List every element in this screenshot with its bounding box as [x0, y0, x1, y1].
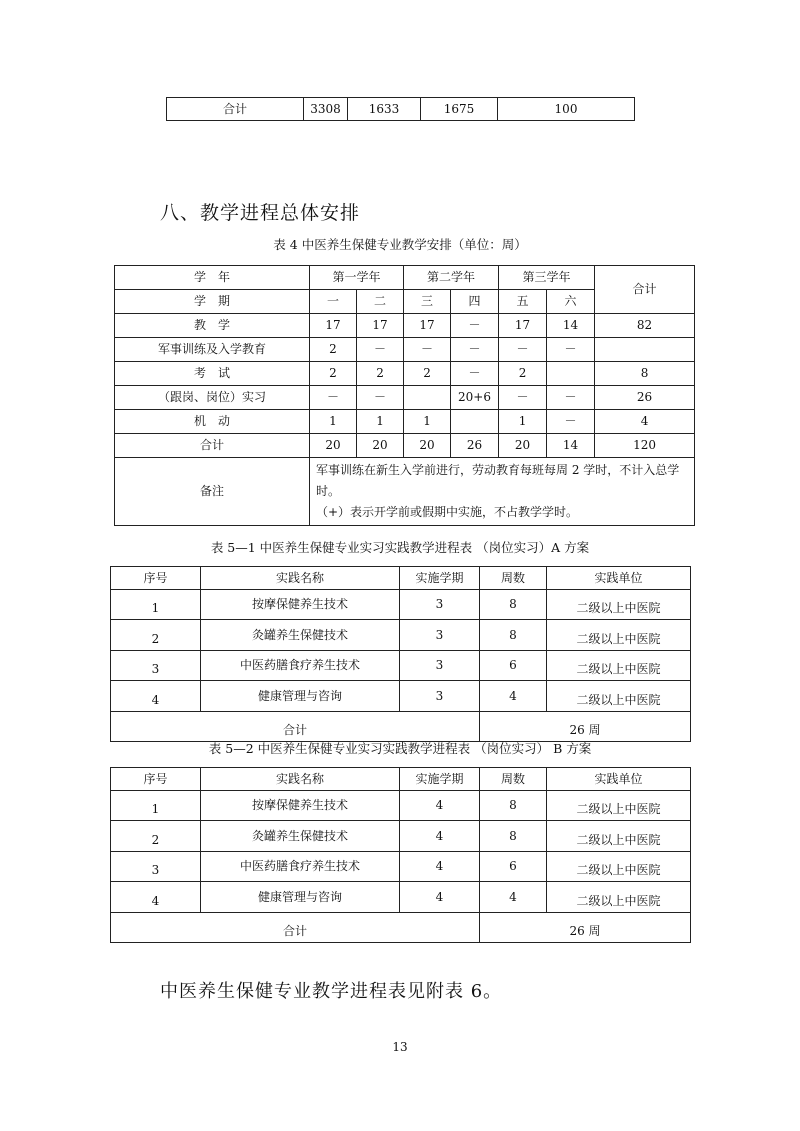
- table-cell: [404, 386, 451, 410]
- row-total: [595, 338, 695, 362]
- table-cell: 2: [310, 362, 357, 386]
- term-header: 学 期: [115, 290, 310, 314]
- table-row: [111, 620, 691, 651]
- row-total: 8: [595, 362, 695, 386]
- table-cell: 14: [547, 314, 595, 338]
- term-cell: 一: [310, 290, 357, 314]
- row-label: 军事训练及入学教育: [115, 338, 310, 362]
- summary-total-value: 1675: [421, 98, 498, 121]
- table-cell: 4: [400, 790, 480, 821]
- section-heading: 八、教学进程总体安排: [160, 202, 361, 224]
- closing-sentence: 中医养生保健专业教学进程表见附表 6。: [160, 981, 503, 1002]
- table-cell: 二级以上中医院: [547, 620, 691, 651]
- table4-row: [115, 314, 695, 338]
- table5-1-caption: 表 5—1 中医养生保健专业实习实践教学进程表 （岗位实习）A 方案: [210, 540, 590, 555]
- term-cell: 二: [357, 290, 404, 314]
- table4-row: [115, 434, 695, 458]
- table-cell: 4: [111, 882, 201, 913]
- teaching-schedule-table: [114, 265, 695, 526]
- table-header-row: [111, 567, 691, 590]
- table-cell: 4: [400, 882, 480, 913]
- table-cell: －: [451, 362, 499, 386]
- table-cell: 二级以上中医院: [547, 650, 691, 681]
- table5-2-caption: 表 5—2 中医养生保健专业实习实践教学进程表 （岗位实习） B 方案: [208, 741, 592, 756]
- table-cell: 二级以上中医院: [547, 882, 691, 913]
- table-row: [111, 882, 691, 913]
- column-header: 实践名称: [201, 768, 400, 791]
- term-cell: 三: [404, 290, 451, 314]
- table-cell: －: [547, 338, 595, 362]
- internship-plan-a-table: [110, 566, 691, 742]
- total-label: 合计: [111, 711, 480, 742]
- table-cell: 17: [499, 314, 547, 338]
- table-header-row: [111, 768, 691, 791]
- table-cell: 3: [400, 620, 480, 651]
- table-cell: 6: [480, 650, 547, 681]
- table-cell: －: [310, 386, 357, 410]
- term-cell: 六: [547, 290, 595, 314]
- table-cell: 健康管理与咨询: [201, 681, 400, 712]
- table-cell: －: [547, 410, 595, 434]
- column-header: 实践名称: [201, 567, 400, 590]
- row-total: 4: [595, 410, 695, 434]
- table-cell: 1: [111, 790, 201, 821]
- summary-total-label: 合计: [167, 98, 304, 121]
- table-cell: 4: [111, 681, 201, 712]
- table-cell: 3: [400, 589, 480, 620]
- table-cell: 1: [404, 410, 451, 434]
- table-row: [111, 589, 691, 620]
- table-cell: 二级以上中医院: [547, 790, 691, 821]
- table-cell: 3: [400, 650, 480, 681]
- table-cell: －: [451, 338, 499, 362]
- term-cell: 四: [451, 290, 499, 314]
- table4-row: [115, 410, 695, 434]
- table-cell: 2: [404, 362, 451, 386]
- table-cell: 4: [400, 821, 480, 852]
- table-cell: 4: [480, 681, 547, 712]
- total-label: 合计: [111, 912, 480, 943]
- year-cell: 第三学年: [499, 266, 595, 290]
- table-cell: 二级以上中医院: [547, 681, 691, 712]
- table-cell: 3: [400, 681, 480, 712]
- column-header: 实践单位: [547, 567, 691, 590]
- table4-caption: 表 4 中医养生保健专业教学安排（单位：周）: [273, 237, 527, 252]
- column-header: 实践单位: [547, 768, 691, 791]
- table-cell: 1: [310, 410, 357, 434]
- table4-row: [115, 386, 695, 410]
- notes-cell: [310, 458, 695, 526]
- row-label: 考 试: [115, 362, 310, 386]
- table-cell: 中医药膳食疗养生技术: [201, 650, 400, 681]
- table-cell: 6: [480, 851, 547, 882]
- table-cell: 1: [111, 589, 201, 620]
- column-header: 实施学期: [400, 567, 480, 590]
- table-cell: [451, 410, 499, 434]
- summary-total-row: [167, 98, 635, 121]
- column-header: 实施学期: [400, 768, 480, 791]
- column-header: 周数: [480, 768, 547, 791]
- table-cell: －: [357, 338, 404, 362]
- table-cell: －: [499, 338, 547, 362]
- total-value: 26 周: [480, 912, 691, 943]
- table-cell: 17: [404, 314, 451, 338]
- table-cell: －: [547, 386, 595, 410]
- table-cell: 3: [111, 851, 201, 882]
- year-cell: 第一学年: [310, 266, 404, 290]
- table-cell: 20+6: [451, 386, 499, 410]
- table-cell: －: [499, 386, 547, 410]
- table-total-row: [111, 711, 691, 742]
- table4-year-row: [115, 266, 695, 290]
- year-header: 学 年: [115, 266, 310, 290]
- table4-notes-row: [115, 458, 695, 526]
- table4-row: [115, 362, 695, 386]
- row-label: 合计: [115, 434, 310, 458]
- summary-total-value: 3308: [304, 98, 348, 121]
- row-label: 教 学: [115, 314, 310, 338]
- row-total: 82: [595, 314, 695, 338]
- table-cell: 17: [310, 314, 357, 338]
- table-total-row: [111, 912, 691, 943]
- term-cell: 五: [499, 290, 547, 314]
- row-label: 机 动: [115, 410, 310, 434]
- table-cell: 灸罐养生保健技术: [201, 620, 400, 651]
- table-cell: 26: [451, 434, 499, 458]
- table-cell: －: [357, 386, 404, 410]
- column-header: 周数: [480, 567, 547, 590]
- table-cell: 2: [111, 620, 201, 651]
- table-row: [111, 821, 691, 852]
- table-row: [111, 650, 691, 681]
- table-cell: 8: [480, 620, 547, 651]
- table-cell: 8: [480, 821, 547, 852]
- table-cell: 二级以上中医院: [547, 821, 691, 852]
- table-cell: 2: [310, 338, 357, 362]
- internship-plan-b-table: [110, 767, 691, 943]
- table-cell: 4: [400, 851, 480, 882]
- table-cell: 2: [499, 362, 547, 386]
- table-cell: 17: [357, 314, 404, 338]
- table-row: [111, 851, 691, 882]
- table-row: [111, 790, 691, 821]
- table-cell: 1: [499, 410, 547, 434]
- column-header: 序号: [111, 567, 201, 590]
- table-cell: 3: [111, 650, 201, 681]
- note-line: （+）表示开学前或假期中实施，不占教学学时。: [316, 505, 579, 519]
- table-cell: －: [404, 338, 451, 362]
- table-cell: 8: [480, 589, 547, 620]
- year-cell: 第二学年: [404, 266, 499, 290]
- table-cell: 14: [547, 434, 595, 458]
- table-cell: 20: [404, 434, 451, 458]
- column-header: 序号: [111, 768, 201, 791]
- table-cell: 2: [357, 362, 404, 386]
- summary-total-value: 1633: [348, 98, 421, 121]
- table-cell: 8: [480, 790, 547, 821]
- table-cell: 20: [310, 434, 357, 458]
- note-line: 军事训练在新生入学前进行，劳动教育每班每周 2 学时，不计入总学时。: [316, 463, 680, 498]
- table-cell: 20: [499, 434, 547, 458]
- table-cell: 4: [480, 882, 547, 913]
- table4-row: [115, 338, 695, 362]
- table-cell: 按摩保健养生技术: [201, 589, 400, 620]
- page-number: 13: [392, 1040, 408, 1054]
- table-cell: 2: [111, 821, 201, 852]
- table-cell: －: [451, 314, 499, 338]
- table-cell: 二级以上中医院: [547, 589, 691, 620]
- table-cell: 1: [357, 410, 404, 434]
- row-label: （跟岗、岗位）实习: [115, 386, 310, 410]
- summary-total-value: 100: [498, 98, 635, 121]
- row-total: 26: [595, 386, 695, 410]
- total-header: 合计: [595, 266, 695, 314]
- table-cell: 灸罐养生保健技术: [201, 821, 400, 852]
- table-cell: 健康管理与咨询: [201, 882, 400, 913]
- table-row: [111, 681, 691, 712]
- notes-label: 备注: [115, 458, 310, 526]
- table-cell: 中医药膳食疗养生技术: [201, 851, 400, 882]
- total-value: 26 周: [480, 711, 691, 742]
- table-cell: 20: [357, 434, 404, 458]
- row-total: 120: [595, 434, 695, 458]
- table-cell: 二级以上中医院: [547, 851, 691, 882]
- summary-total-table: [166, 97, 635, 121]
- table-cell: 按摩保健养生技术: [201, 790, 400, 821]
- table-cell: [547, 362, 595, 386]
